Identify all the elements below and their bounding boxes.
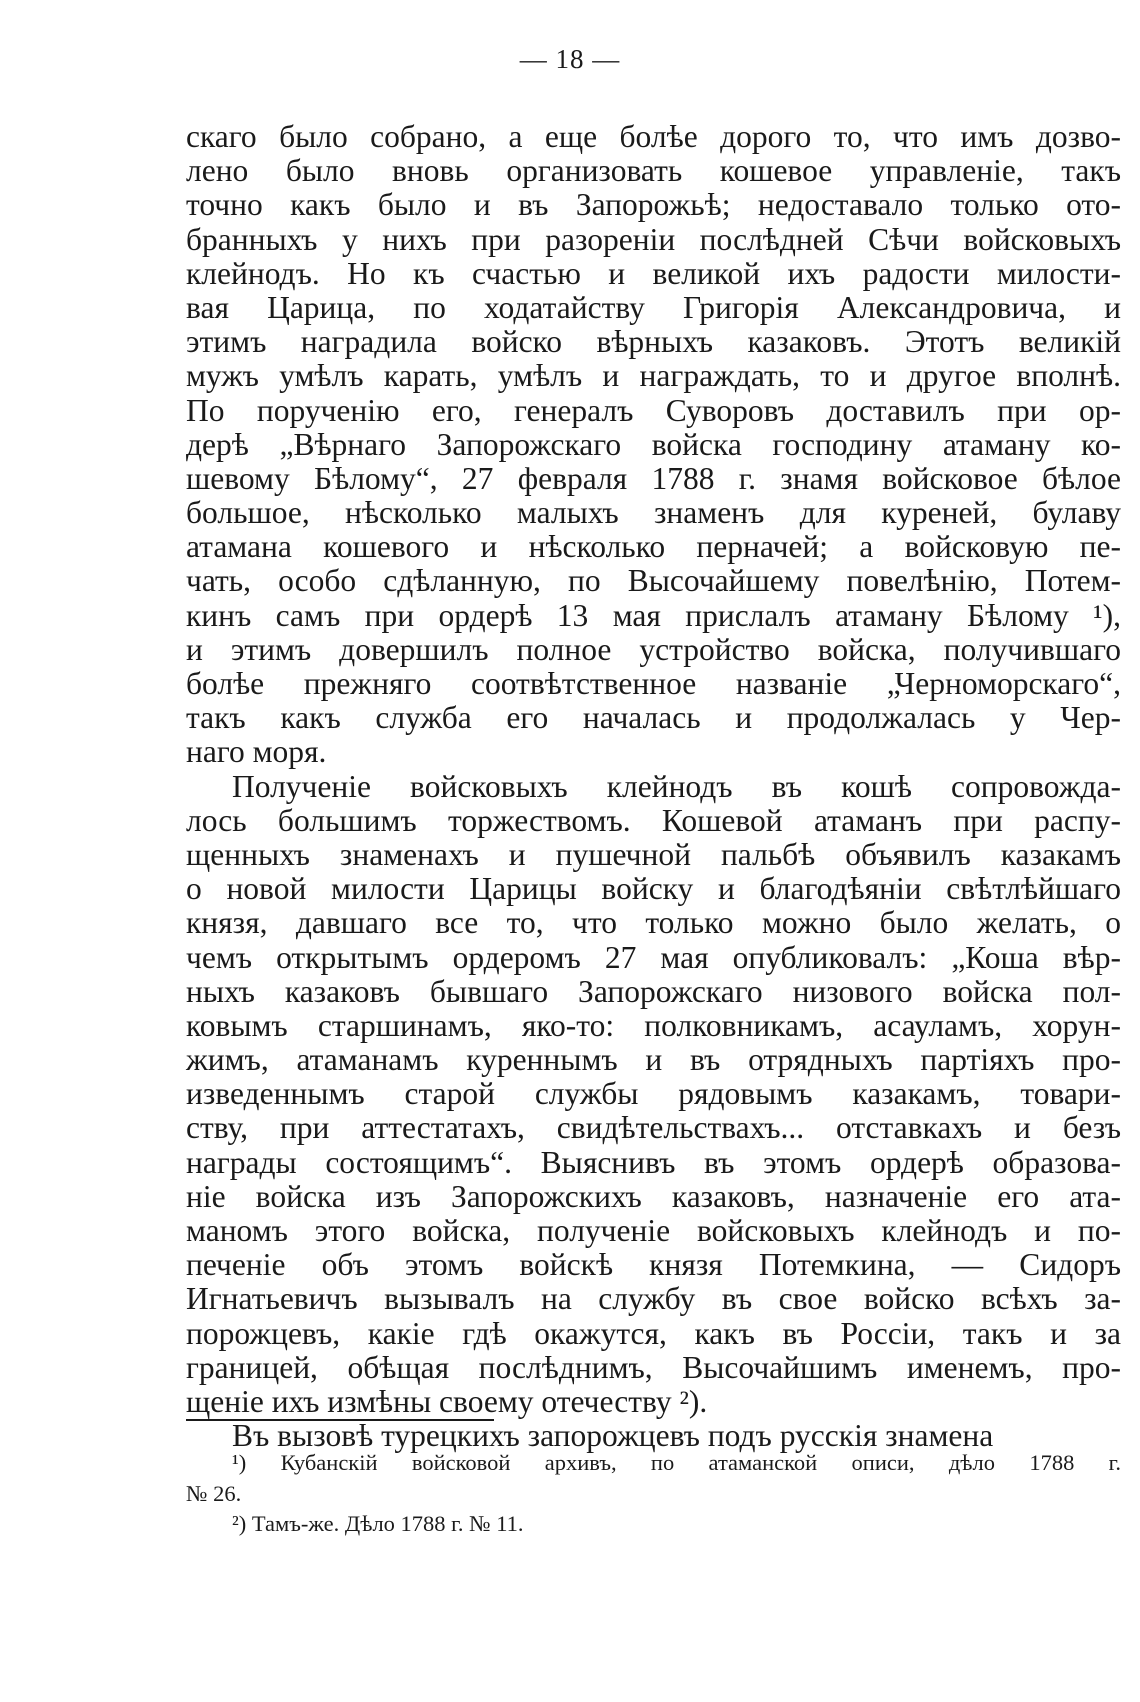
text-line: этимъ наградила войско вѣрныхъ казаковъ. Этотъ великій <box>186 324 1121 360</box>
text-line: порожцевъ, какіе гдѣ окажутся, какъ въ Россіи, такъ и за <box>186 1315 1121 1351</box>
text-line: о новой милости Царицы войску и благодѣяніи свѣтлѣйшаго <box>186 871 1121 907</box>
footnote-1: ¹) Кубанскій войсковой архивъ, по атаманской описи, дѣло 1788 г. <box>232 1450 1121 1475</box>
text-line: болѣе прежняго соотвѣтственное названіе „Черноморскаго“, <box>186 666 1121 701</box>
text-line: лось большимъ торжествомъ. Кошевой атаманъ при распу- <box>186 802 1121 838</box>
text-line: награды состоящимъ“. Выяснивъ въ этомъ ордерѣ образова- <box>186 1144 1121 1180</box>
text-line: печеніе объ этомъ войскѣ князя Потемкина, — Сидоръ <box>186 1247 1121 1283</box>
text-line: шевому Бѣлому“, 27 февраля 1788 г. знамя войсковое бѣлое <box>186 460 1121 496</box>
text-line: большое, нѣсколько малыхъ знаменъ для куреней, булаву <box>186 495 1121 531</box>
text-line: щеніе ихъ измѣны своему отечеству ²). <box>186 1383 708 1419</box>
text-line: наго моря. <box>186 734 327 770</box>
text-line: Полученіе войсковыхъ клейнодъ въ кошѣ сопровожда- <box>232 768 1121 804</box>
text-line: лено было вновь организовать кошевое управленіе, такъ <box>186 153 1121 189</box>
text-line: ніе войска изъ Запорожскихъ казаковъ, назначеніе его ата- <box>186 1178 1121 1214</box>
text-line: ковымъ старшинамъ, яко-то: полковникамъ, асауламъ, хорун- <box>186 1007 1121 1043</box>
text-line: жимъ, атаманамъ куреннымъ и въ отрядныхъ партіяхъ про- <box>186 1042 1121 1078</box>
text-line: бранныхъ у нихъ при разореніи послѣдней Сѣчи войсковыхъ <box>186 221 1121 257</box>
text-line: изведеннымъ старой службы рядовымъ казакамъ, товари- <box>186 1076 1121 1112</box>
text-line: чемъ открытымъ ордеромъ 27 мая опубликовалъ: „Коша вѣр- <box>186 939 1121 975</box>
text-line: и этимъ довершилъ полное устройство войска, получившаго <box>186 631 1121 667</box>
text-line: По порученію его, генералъ Суворовъ доставилъ при ор- <box>186 392 1121 428</box>
footnotes <box>186 1448 1121 1540</box>
text-line: вая Царица, по ходатайству Григорія Александровича, и <box>186 289 1121 325</box>
text-line: ству, при аттестатахъ, свидѣтельствахъ... отставкахъ и безъ <box>186 1110 1121 1146</box>
page-number: — 18 — <box>519 44 621 74</box>
text-line: дерѣ „Вѣрнаго Запорожскаго войска господину атаману ко- <box>186 426 1121 462</box>
footnote-2: ²) Тамъ-же. Дѣло 1788 г. № 11. <box>232 1511 524 1536</box>
body-text <box>186 120 1121 1453</box>
footnote-separator <box>186 1419 494 1421</box>
text-line: Игнатьевичъ вызывалъ на службу въ свое войско всѣхъ за- <box>186 1281 1121 1317</box>
footnote-1-continued: № 26. <box>186 1480 242 1506</box>
text-line: мужъ умѣлъ карать, умѣлъ и награждать, то и другое вполнѣ. <box>186 358 1121 394</box>
text-line: скаго было собрано, а еще болѣе дорого то, что имъ дозво- <box>186 119 1121 154</box>
text-line: такъ какъ служба его началась и продолжалась у Чер- <box>186 700 1121 736</box>
text-line: князя, давшаго все то, что только можно было желать, о <box>186 905 1121 941</box>
text-line: клейнодъ. Но къ счастью и великой ихъ радости милости- <box>186 255 1121 291</box>
text-line: точно какъ было и въ Запорожьѣ; недоставало только ото- <box>186 187 1121 223</box>
text-line: Въ вызовѣ турецкихъ запорожцевъ подъ русскія знамена <box>232 1418 994 1454</box>
text-line: кинъ самъ при ордерѣ 13 мая прислалъ атаману Бѣлому ¹), <box>186 597 1121 633</box>
text-line: чать, особо сдѣланную, по Высочайшему повелѣнію, Потем- <box>186 563 1121 599</box>
text-line: щенныхъ знаменахъ и пушечной пальбѣ объявилъ казакамъ <box>186 836 1121 872</box>
text-line: маномъ этого войска, полученіе войсковыхъ клейнодъ и по- <box>186 1213 1121 1248</box>
text-line: границей, обѣщая послѣднимъ, Высочайшимъ именемъ, про- <box>186 1349 1121 1385</box>
text-line: ныхъ казаковъ бывшаго Запорожскаго низового войска пол- <box>186 973 1121 1009</box>
text-line: атамана кошевого и нѣсколько перначей; а войсковую пе- <box>186 529 1121 565</box>
